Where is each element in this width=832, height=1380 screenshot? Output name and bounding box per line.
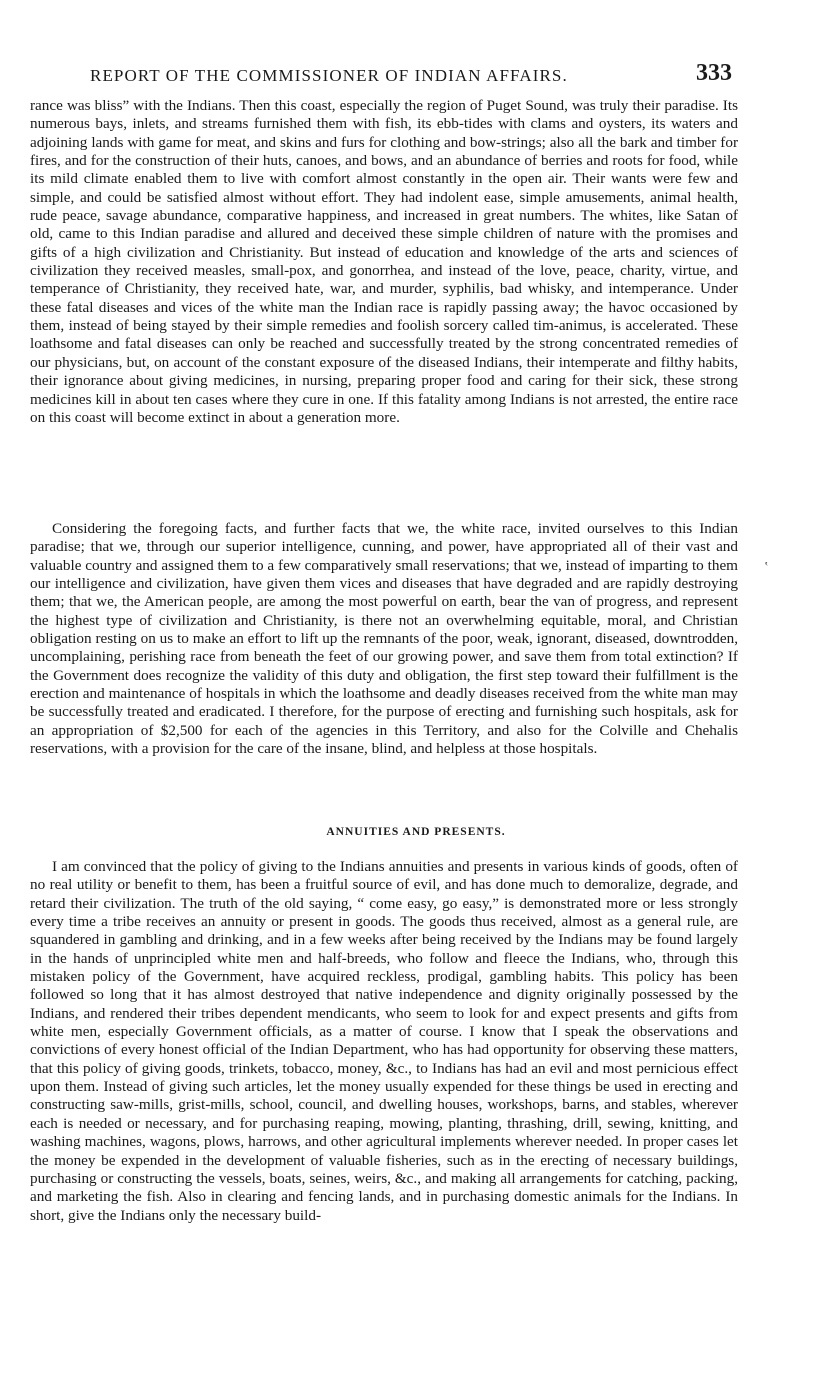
running-head bbox=[90, 60, 738, 90]
margin-tick-mark: ‛ bbox=[764, 560, 769, 575]
paragraph-annuities: I am convinced that the policy of giving to the Indians annuities and presents in various kinds of goods, often of no real utility or benefit to them, has been a fruitful source of evil, and has done much to demoralize, degrade, and retard their civilization. The truth of the old saying, “ come easy, go easy,” is demonstrated more or less strongly every time a tribe receives an annuity or present in goods. The goods thus received, almost as a general rule, are squandered in gambling and drinking, and in a few weeks after being received by the Indians may be found largely in the hands of unprincipled white men and half-breeds, who follow and fleece the Indians, who, through this mistaken policy of the Government, have acquired reckless, prodigal, gambling habits. This policy has been followed so long that it has almost destroyed that native independence and dignity originally possessed by the Indians, and rendered their tribes dependent mendicants, who seem to look for and expect presents and gifts from white men, especially Government officials, as a matter of course. I know that I speak the observations and convictions of every honest official of the Indian Department, who has had opportunity for observing these matters, that this policy of giving goods, trinkets, tobacco, money, &c., to Indians has had an evil and most pernicious effect upon them. Instead of giving such articles, let the money usually expended for these things be used in erecting and constructing saw-mills, grist-mills, school, council, and dwelling houses, workshops, barns, and stables, wherever each is needed or necessary, and for purchasing reaping, mowing, planting, thrashing, drill, sewing, knitting, and washing machines, wagons, plows, harrows, and other agricultural implements wherever needed. In proper cases let the money be expended in the development of valuable fisheries, such as in the erecting of necessary buildings, purchasing or constructing the vessels, boats, seines, weirs, &c., and making all arrangements for catching, packing, and marketing the fish. Also in clearing and fencing lands, and in purchasing domestic animals for the Indians. In short, give the Indians only the necessary build- bbox=[30, 858, 738, 1224]
page-number: 333 bbox=[696, 60, 732, 86]
running-title: REPORT OF THE COMMISSIONER OF INDIAN AFFAIRS. bbox=[90, 66, 568, 85]
paragraph-hospitals-appeal: Considering the foregoing facts, and further facts that we, the white race, invited ourselves to this Indian paradise; that we, through our superior intelligence, cunning, and power, have appropriated all of their vast and valuable country and assigned them to a few comparatively small reservations; that we, instead of imparting to them our intelligence and civilization, have given them vices and diseases that have degraded and are rapidly destroying them; that we, the American people, are among the most powerful on earth, bear the van of progress, and represent the highest type of civilization and Christianity, is there not an overwhelming equitable, moral, and Christian obligation resting on us to make an effort to lift up the remnants of the poor, weak, ignorant, diseased, downtrodden, uncomplaining, perishing race from beneath the feet of our growing power, and save them from total extinction? If the Government does recognize the validity of this duty and obligation, the first step toward their fulfillment is the erection and maintenance of hospitals in which the loathsome and deadly diseases received from the white man may be successfully treated and eradicated. I therefore, for the purpose of erecting and furnishing such hospitals, ask for an appropriation of $2,500 for each of the agencies in this Territory, and also for the Colville and Chehalis reservations, with a provision for the care of the insane, blind, and helpless at those hospitals. bbox=[30, 520, 738, 758]
paragraph-continued: rance was bliss” with the Indians. Then this coast, especially the region of Puget Sound, was truly their paradise. Its numerous bays, inlets, and streams furnished them with fish, its ebb-tides with clams and oysters, its waters and adjoining lands with game for meat, and skins and furs for clothing and bow-strings; also all the bark and timber for fires, and for the construction of their huts, canoes, and bows, and an abundance of berries and roots for food, while its mild climate enabled them to live with comfort almost constantly in the open air. Their wants were few and simple, and could be satisfied almost without effort. They had indolent ease, simple amusements, animal health, rude peace, savage abundance, comparative happiness, and increased in great numbers. The whites, like Satan of old, came to this Indian paradise and allured and deceived these simple children of nature with the promises and gifts of a high civilization and Christianity. But instead of education and knowledge of the arts and sciences of civilization they received measles, small-pox, and gonorrhea, and instead of the love, peace, charity, virtue, and temperance of Christianity, they received hate, war, and murder, syphilis, bad whisky, and intemperance. Under these fatal diseases and vices of the white man the Indian race is rapidly passing away; the havoc occasioned by them, instead of being stayed by their simple remedies and foolish sorcery called tim-animus, is accelerated. These loathsome and fatal diseases can only be reached and successfully treated by the strong concentrated remedies of our physicians, but, on account of the constant exposure of the diseased Indians, their intemperate and filthy habits, their ignorance about giving medicines, in nursing, preparing proper food and caring for their sick, these strong medicines kill in about ten cases where they cure in one. If this fatality among Indians is not arrested, the entire race on this coast will become extinct in about a generation more. bbox=[30, 97, 738, 426]
section-heading: ANNUITIES AND PRESENTS. bbox=[326, 826, 506, 838]
